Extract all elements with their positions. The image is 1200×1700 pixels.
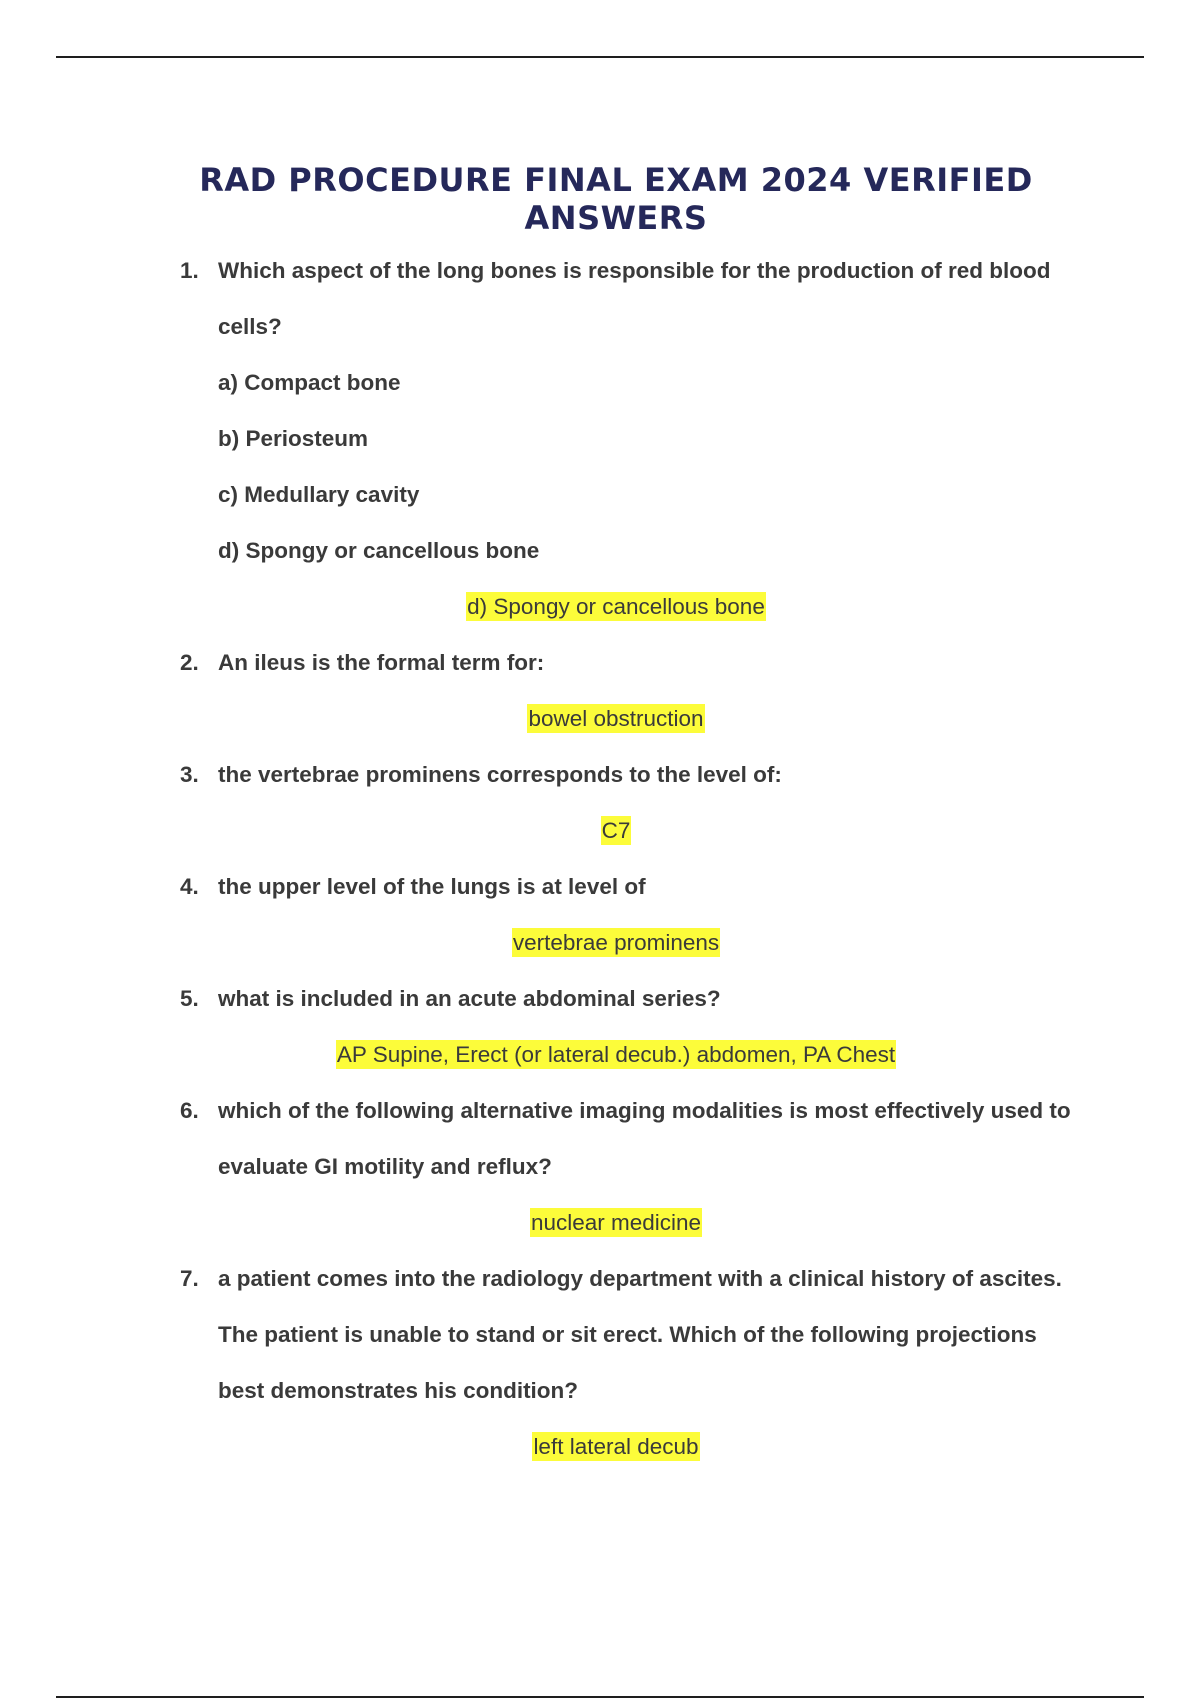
question-text: Which aspect of the long bones is responsible for the production of red blood cells? <box>218 258 1051 339</box>
question-text: An ileus is the formal term for: <box>218 650 545 675</box>
option-b: b) Periosteum <box>218 426 369 451</box>
option-a: a) Compact bone <box>218 370 401 395</box>
highlighted-answer: AP Supine, Erect (or lateral decub.) abdomen, PA Chest <box>336 1042 896 1067</box>
question-number: 6. <box>180 1098 199 1123</box>
footer-rule <box>56 1696 1144 1698</box>
question-list <box>180 243 1080 1475</box>
highlighted-answer: bowel obstruction <box>528 706 704 731</box>
question-item <box>180 243 1080 635</box>
question-number: 2. <box>180 650 199 675</box>
header-rule <box>56 56 1144 58</box>
question-item <box>180 747 1080 859</box>
question-text: which of the following alternative imaging modalities is most effectively used to evaluate GI motility and reflux? <box>218 1098 1071 1179</box>
question-text: what is included in an acute abdominal series? <box>218 986 721 1011</box>
question-number: 1. <box>180 258 199 283</box>
question-text: the vertebrae prominens corresponds to the level of: <box>218 762 782 787</box>
question-number: 4. <box>180 874 199 899</box>
highlighted-answer: C7 <box>601 818 631 843</box>
question-number: 5. <box>180 986 199 1011</box>
question-number: 3. <box>180 762 199 787</box>
highlighted-answer: left lateral decub <box>533 1434 699 1459</box>
question-text: the upper level of the lungs is at level of <box>218 874 646 899</box>
question-item <box>180 859 1080 971</box>
question-item <box>180 635 1080 747</box>
question-item <box>180 1083 1080 1251</box>
option-c: c) Medullary cavity <box>218 482 420 507</box>
option-d: d) Spongy or cancellous bone <box>218 538 540 563</box>
question-number: 7. <box>180 1266 199 1291</box>
question-text: a patient comes into the radiology department with a clinical history of ascites. The patient is unable to stand or sit erect. Which of the following projections best demonstrates his condition? <box>218 1266 1062 1403</box>
document-title: RAD PROCEDURE FINAL EXAM 2024 VERIFIED ANSWERS <box>199 161 1033 238</box>
highlighted-answer: d) Spongy or cancellous bone <box>467 594 765 619</box>
question-item <box>180 1251 1080 1475</box>
question-item <box>180 971 1080 1083</box>
highlighted-answer: nuclear medicine <box>530 1210 702 1235</box>
highlighted-answer: vertebrae prominens <box>512 930 720 955</box>
